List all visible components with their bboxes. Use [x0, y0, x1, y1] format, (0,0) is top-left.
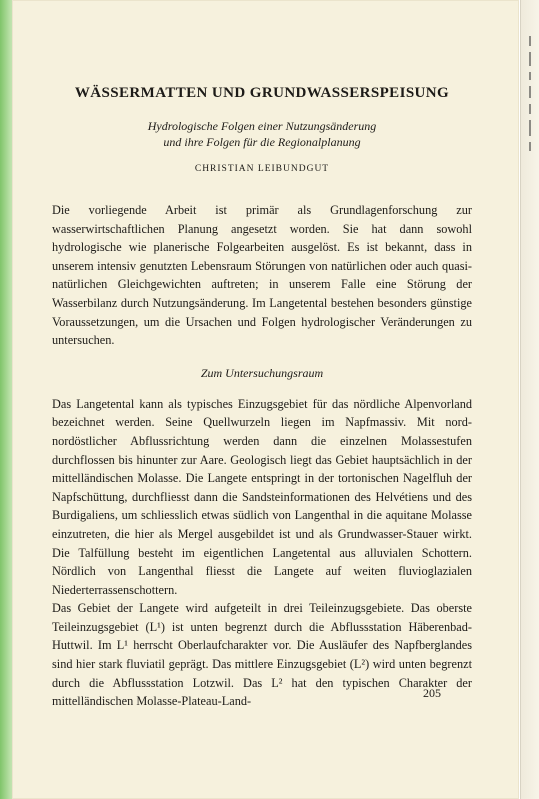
subtitle-line-2: und ihre Folgen für die Regionalplanung — [163, 135, 361, 149]
article-subtitle — [52, 118, 472, 150]
intro-paragraph: Die vorliegende Arbeit ist primär als Grundlagenforschung zur wasserwirtschaftlichen Planung angesetzt worden. Sie hat dann sowohl hydrologische wie planerische Folgearbeiten ausgelöst. Es ist bekannt, dass in unserem intensiv genutzten Lebensraum Störungen von natürlichen oder auch quasi-natürlichen Gleichgewichten auftreten; in unserem Falle eine Störung der Wasserbilanz durch Nutzungsänderung. Im Langetental bestehen besonders günstige Voraussetzungen, um die Ursachen und Folgen hydrologischer Veränderungen zu untersuchen. — [52, 203, 472, 348]
article-author: CHRISTIAN LEIBUNDGUT — [194, 164, 330, 174]
article-content — [52, 85, 472, 711]
book-page — [12, 0, 519, 799]
section-paragraph-1: Das Langetental kann als typisches Einzugsgebiet für das nördliche Alpenvorland bezeichnet werden. Seine Quellwurzeln liegen im Napfmassiv. Mit nord-nordöstlicher Abflussrichtung werden dann die einzelnen Molassestufen durchflossen bis hinunter zur Aare. Geologisch liegt das Gebiet hauptsächlich in der mittelländischen Molasse. Die Langete entspringt in der tortonischen Nagelfluh der Napfschüttung, durchfliesst dann die Sandsteinformationen des Helvétiens und des Burdigaliens, um schliesslich etwas südlich von Langenthal in die aquitane Molasse einzutreten, die hier als Mergel ausgebildet ist und als Grundwasser-Stauer wirkt. Die Talfüllung besteht im eigentlichen Langetental aus alluvialen Schottern. Nördlich von Langenthal fliesst die Langete auf weiten fluvioglazialen Niederterrassenschottern. — [52, 396, 472, 597]
margin-pencil-marks — [523, 30, 537, 190]
article-title: WÄSSERMATTEN UND GRUNDWASSERSPEISUNG — [74, 85, 450, 101]
scan-edge-right — [520, 0, 539, 799]
subtitle-line-1: Hydrologische Folgen einer Nutzungsänderung — [147, 119, 377, 133]
section-heading: Zum Untersuchungsraum — [200, 365, 324, 380]
section-paragraph-2: Das Gebiet der Langete wird aufgeteilt in drei Teileinzugsgebiete. Das oberste Teileinzugsgebiet (L¹) ist unten begrenzt durch die Abflussstation Häberenbad-Huttwil. Im L¹ herrscht Oberlaufcharakter vor. Die Ausläufer des Napfberglandes sind hier stark fluviatil geprägt. Das mittlere Einzugsgebiet (L²) wird unten begrenzt durch die Abflussstation Lotzwil. Das L² hat den typischen Charakter der mittelländischen Molasse-Plateau-Land- — [52, 601, 472, 709]
page-number: 205 — [423, 686, 441, 700]
